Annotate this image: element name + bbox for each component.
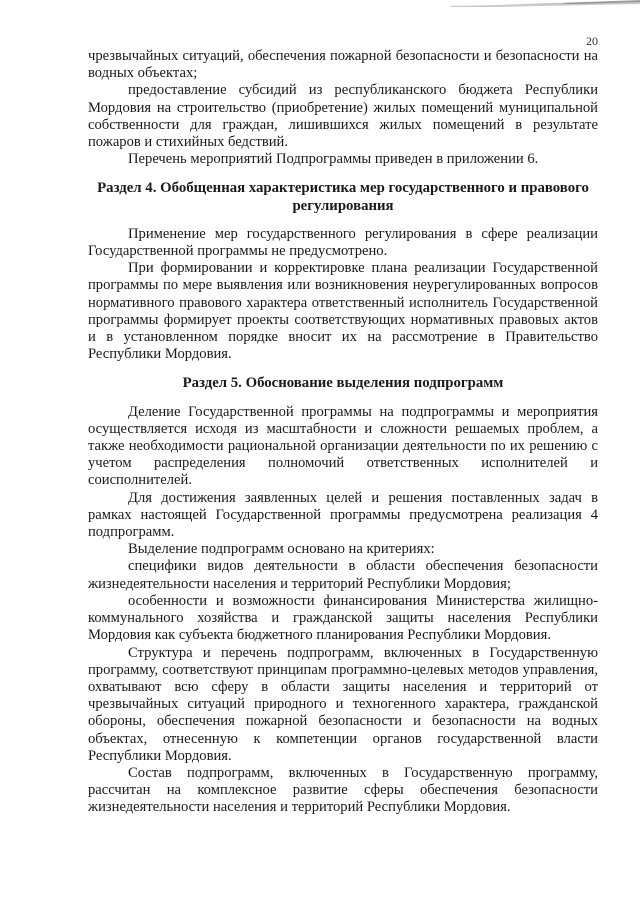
scan-edge-artifact bbox=[440, 0, 640, 10]
paragraph: специфики видов деятельности в области обеспечения безопасности жизнедеятельности населения и территорий Республики Мордовия; bbox=[88, 558, 598, 592]
paragraph: При формировании и корректировке плана реализации Государственной программы по мере выявления или возникновения неурегулированных вопросов нормативного правового характера ответственный исполнитель Государственной программы формирует проекты соответствующих нормативных правовых актов и в установленном порядке вносит их на рассмотрение в Правительство Республики Мордовия. bbox=[88, 260, 598, 363]
document-body bbox=[88, 48, 598, 817]
paragraph: Структура и перечень подпрограмм, включенных в Государственную программу, соответствуют принципам программно-целевых методов управления, охватывают всю сферу в области защиты населения и территорий от чрезвычайных ситуаций природного и техногенного характера, гражданской обороны, обеспечения пожарной безопасности и безопасности на водных объектах, отнесенную к компетенции органов государственной власти Республики Мордовия. bbox=[88, 644, 598, 764]
paragraph: предоставление субсидий из республиканского бюджета Республики Мордовия на строительство (приобретение) жилых помещений муниципальной собственности для граждан, лишившихся жилых помещений в результате пожаров и стихийных бедствий. bbox=[88, 82, 598, 151]
section-4-heading: Раздел 4. Обобщенная характеристика мер государственного и правового регулирования bbox=[97, 180, 589, 214]
paragraph: Перечень мероприятий Подпрограммы приведен в приложении 6. bbox=[128, 151, 539, 168]
paragraph: Состав подпрограмм, включенных в Государственную программу, рассчитан на комплексное развитие сферы обеспечения безопасности жизнедеятельности населения и территорий Республики Мордовия. bbox=[88, 764, 598, 816]
paragraph: Деление Государственной программы на подпрограммы и мероприятия осуществляется исходя из масштабности и сложности решаемых проблем, а также необходимости рациональной организации деятельности по их решению с учетом распределения полномочий ответственных исполнителей и соисполнителей. bbox=[88, 403, 598, 489]
paragraph: особенности и возможности финансирования Министерства жилищно-коммунального хозяйства и гражданской защиты населения Республики Мордовия как субъекта бюджетного планирования Республики Мордовия. bbox=[88, 592, 598, 644]
paragraph: Выделение подпрограмм основано на критериях: bbox=[128, 541, 435, 558]
paragraph: Применение мер государственного регулирования в сфере реализации Государственной программы не предусмотрено. bbox=[88, 225, 598, 260]
paragraph: чрезвычайных ситуаций, обеспечения пожарной безопасности и безопасности на водных объектах; bbox=[88, 48, 598, 82]
page-number: 20 bbox=[586, 34, 598, 48]
section-5-heading: Раздел 5. Обоснование выделения подпрограмм bbox=[182, 375, 504, 392]
paragraph: Для достижения заявленных целей и решения поставленных задач в рамках настоящей Государственной программы предусмотрена реализация 4 подпрограмм. bbox=[88, 489, 598, 541]
